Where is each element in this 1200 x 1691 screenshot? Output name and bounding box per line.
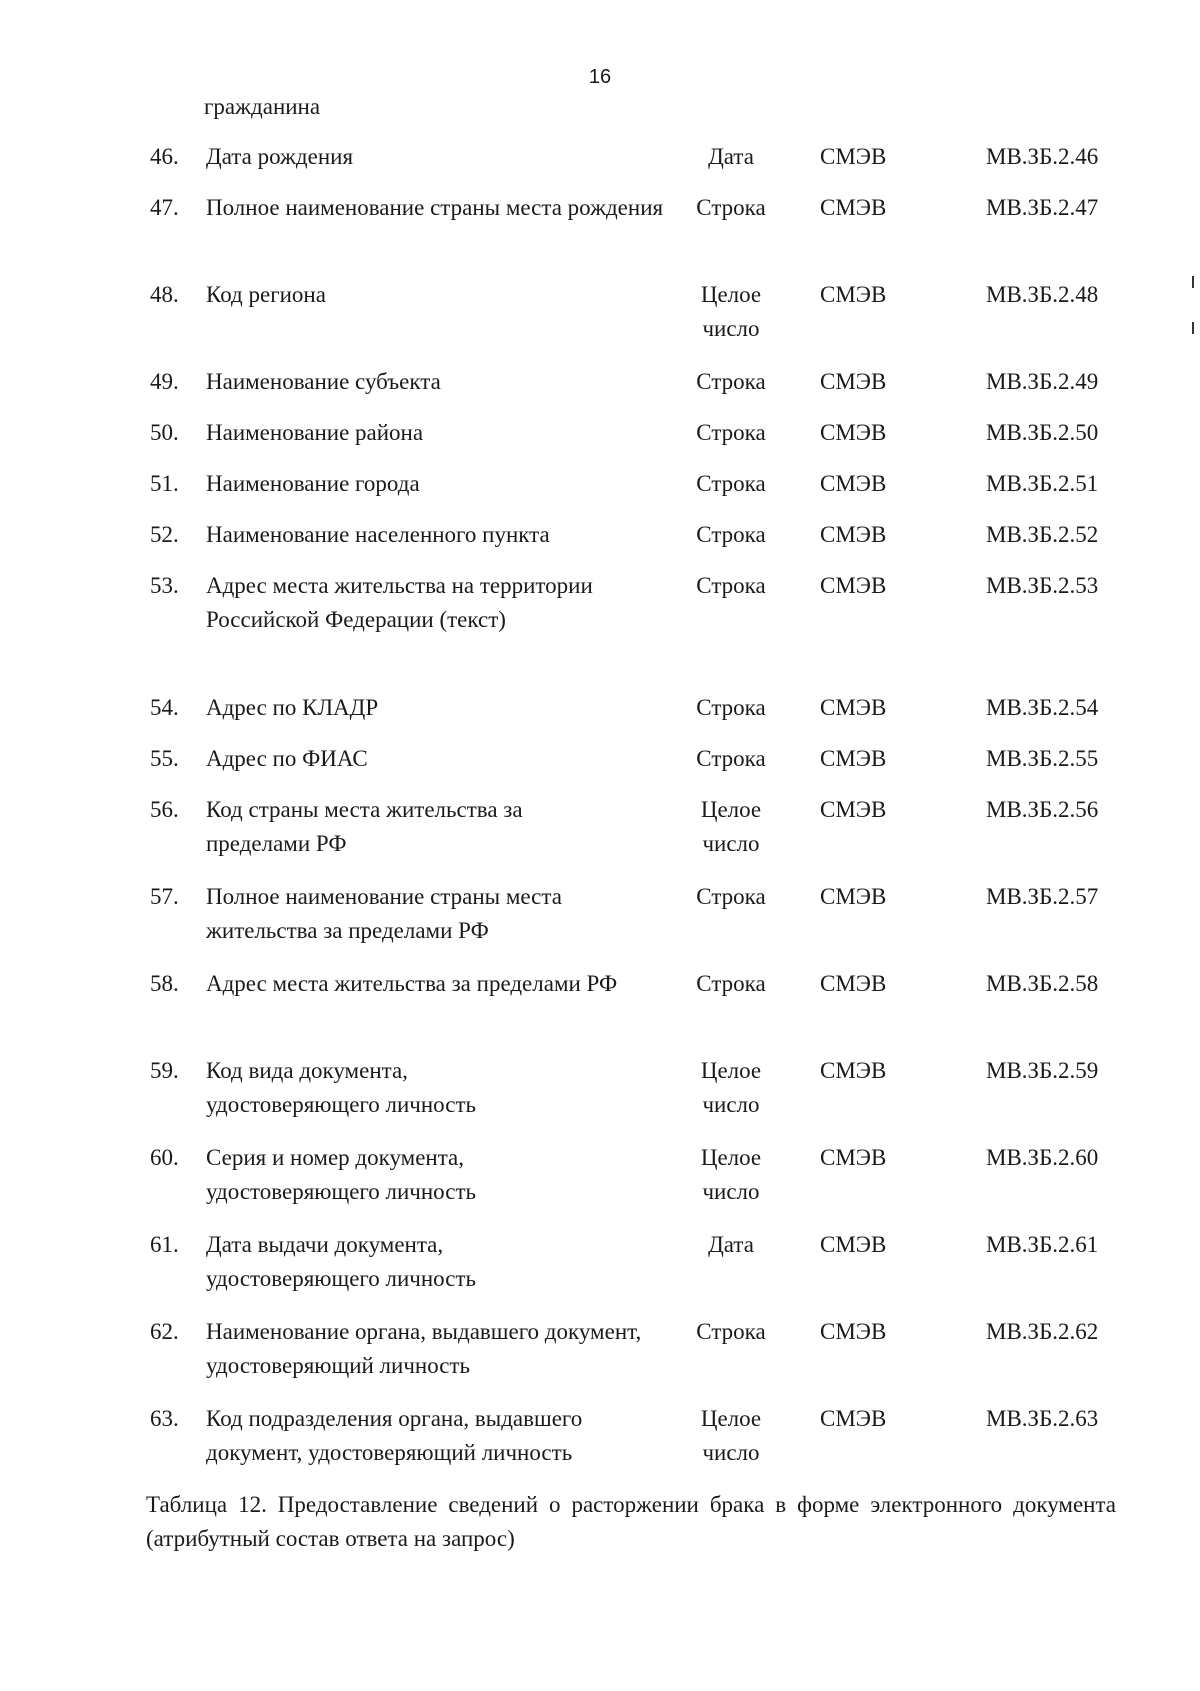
scan-edge-mark bbox=[1192, 322, 1194, 334]
attribute-name: Полное наименование страны места жительства за пределами РФ bbox=[206, 884, 562, 943]
attribute-type: Дата bbox=[708, 144, 754, 169]
attribute-type: Строка bbox=[696, 1319, 766, 1344]
attribute-code: МВ.ЗБ.2.51 bbox=[986, 471, 1099, 496]
attribute-source: СМЭВ bbox=[820, 522, 887, 547]
attribute-type: Строка bbox=[696, 195, 766, 220]
table-row bbox=[0, 880, 1200, 967]
attribute-source: СМЭВ bbox=[820, 282, 887, 307]
attribute-name: Наименование населенного пункта bbox=[206, 522, 550, 547]
attribute-type: Целое число bbox=[700, 1145, 762, 1204]
attribute-source: СМЭВ bbox=[820, 695, 887, 720]
attribute-code: МВ.ЗБ.2.63 bbox=[986, 1406, 1099, 1431]
table-row bbox=[0, 365, 1200, 416]
table-row bbox=[0, 191, 1200, 278]
row-number: 58. bbox=[150, 971, 179, 996]
attribute-name: Адрес по КЛАДР bbox=[206, 695, 379, 720]
attribute-code: МВ.ЗБ.2.54 bbox=[986, 695, 1099, 720]
attribute-code: МВ.ЗБ.2.55 bbox=[986, 746, 1099, 771]
table-row bbox=[0, 967, 1200, 1054]
row-number: 60. bbox=[150, 1145, 179, 1170]
attribute-source: СМЭВ bbox=[820, 369, 887, 394]
attribute-type: Строка bbox=[696, 746, 766, 771]
attribute-name: Наименование города bbox=[206, 471, 420, 496]
attribute-type: Строка bbox=[696, 420, 766, 445]
attribute-code: МВ.ЗБ.2.61 bbox=[986, 1232, 1099, 1257]
row-number: 46. bbox=[150, 144, 179, 169]
attribute-source: СМЭВ bbox=[820, 1319, 887, 1344]
attribute-source: СМЭВ bbox=[820, 1058, 887, 1083]
attribute-type: Строка bbox=[696, 369, 766, 394]
attribute-source: СМЭВ bbox=[820, 573, 887, 598]
table-row bbox=[0, 1054, 1200, 1141]
table-row bbox=[0, 467, 1200, 518]
attribute-name: Наименование субъекта bbox=[206, 369, 441, 394]
attribute-source: СМЭВ bbox=[820, 884, 887, 909]
row-number: 63. bbox=[150, 1406, 179, 1431]
attribute-name: Код страны места жительства за пределами РФ bbox=[206, 797, 523, 856]
attribute-type: Целое число bbox=[700, 1406, 762, 1465]
attribute-code: МВ.ЗБ.2.57 bbox=[986, 884, 1099, 909]
attribute-source: СМЭВ bbox=[820, 746, 887, 771]
attribute-type: Целое число bbox=[700, 282, 762, 341]
attribute-type: Строка bbox=[696, 522, 766, 547]
attribute-table bbox=[0, 140, 1200, 1489]
table-row bbox=[0, 140, 1200, 191]
attribute-source: СМЭВ bbox=[820, 144, 887, 169]
attribute-source: СМЭВ bbox=[820, 471, 887, 496]
attribute-code: МВ.ЗБ.2.56 bbox=[986, 797, 1099, 822]
row-number: 54. bbox=[150, 695, 179, 720]
attribute-type: Строка bbox=[696, 573, 766, 598]
row-number: 56. bbox=[150, 797, 179, 822]
attribute-code: МВ.ЗБ.2.52 bbox=[986, 522, 1099, 547]
attribute-name: Серия и номер документа, удостоверяющего личность bbox=[206, 1145, 476, 1204]
attribute-source: СМЭВ bbox=[820, 1232, 887, 1257]
table-row bbox=[0, 1228, 1200, 1315]
scan-edge-mark bbox=[1192, 276, 1194, 288]
table-row bbox=[0, 691, 1200, 742]
table-row bbox=[0, 569, 1200, 691]
row-number: 62. bbox=[150, 1319, 179, 1344]
continuation-text: гражданина bbox=[204, 94, 321, 119]
table-row bbox=[0, 793, 1200, 880]
row-number: 59. bbox=[150, 1058, 179, 1083]
attribute-name: Наименование района bbox=[206, 420, 424, 445]
attribute-name: Код подразделения органа, выдавшего документ, удостоверяющий личность bbox=[206, 1406, 583, 1465]
page-number: 16 bbox=[588, 66, 612, 88]
table-row bbox=[0, 278, 1200, 365]
attribute-code: МВ.ЗБ.2.48 bbox=[986, 282, 1099, 307]
row-number: 61. bbox=[150, 1232, 179, 1257]
attribute-name: Дата рождения bbox=[206, 144, 354, 169]
attribute-type: Целое число bbox=[700, 1058, 762, 1117]
table-caption: Таблица 12. Предоставление сведений о расторжении брака в форме электронного документа (атрибутный состав ответа на запрос) bbox=[146, 1492, 1116, 1551]
attribute-name: Наименование органа, выдавшего документ, удостоверяющий личность bbox=[206, 1319, 642, 1378]
attribute-source: СМЭВ bbox=[820, 971, 887, 996]
attribute-type: Строка bbox=[696, 471, 766, 496]
row-number: 49. bbox=[150, 369, 179, 394]
attribute-source: СМЭВ bbox=[820, 195, 887, 220]
attribute-code: МВ.ЗБ.2.46 bbox=[986, 144, 1099, 169]
table-row bbox=[0, 742, 1200, 793]
row-number: 57. bbox=[150, 884, 179, 909]
table-row bbox=[0, 1402, 1200, 1489]
attribute-source: СМЭВ bbox=[820, 1406, 887, 1431]
attribute-type: Дата bbox=[708, 1232, 754, 1257]
attribute-code: МВ.ЗБ.2.53 bbox=[986, 573, 1099, 598]
table-row bbox=[0, 416, 1200, 467]
attribute-type: Строка bbox=[696, 971, 766, 996]
attribute-source: СМЭВ bbox=[820, 1145, 887, 1170]
attribute-source: СМЭВ bbox=[820, 420, 887, 445]
attribute-name: Код региона bbox=[206, 282, 326, 307]
attribute-type: Строка bbox=[696, 884, 766, 909]
attribute-code: МВ.ЗБ.2.47 bbox=[986, 195, 1099, 220]
row-number: 52. bbox=[150, 522, 179, 547]
table-row bbox=[0, 1141, 1200, 1228]
row-number: 47. bbox=[150, 195, 179, 220]
row-number: 50. bbox=[150, 420, 179, 445]
attribute-name: Адрес по ФИАС bbox=[206, 746, 368, 771]
attribute-type: Целое число bbox=[700, 797, 762, 856]
attribute-code: МВ.ЗБ.2.58 bbox=[986, 971, 1099, 996]
attribute-name: Дата выдачи документа, удостоверяющего личность bbox=[206, 1232, 476, 1291]
attribute-code: МВ.ЗБ.2.49 bbox=[986, 369, 1099, 394]
row-number: 51. bbox=[150, 471, 179, 496]
attribute-name: Адрес места жительства за пределами РФ bbox=[206, 971, 618, 996]
table-row bbox=[0, 1315, 1200, 1402]
attribute-name: Адрес места жительства на территории Российской Федерации (текст) bbox=[206, 573, 593, 632]
table-row bbox=[0, 518, 1200, 569]
row-number: 55. bbox=[150, 746, 179, 771]
attribute-code: МВ.ЗБ.2.60 bbox=[986, 1145, 1099, 1170]
attribute-name: Полное наименование страны места рождения bbox=[206, 195, 664, 220]
attribute-name: Код вида документа, удостоверяющего личность bbox=[206, 1058, 476, 1117]
attribute-type: Строка bbox=[696, 695, 766, 720]
row-number: 53. bbox=[150, 573, 179, 598]
row-number: 48. bbox=[150, 282, 179, 307]
attribute-code: МВ.ЗБ.2.50 bbox=[986, 420, 1099, 445]
attribute-code: МВ.ЗБ.2.62 bbox=[986, 1319, 1099, 1344]
attribute-source: СМЭВ bbox=[820, 797, 887, 822]
attribute-code: МВ.ЗБ.2.59 bbox=[986, 1058, 1099, 1083]
